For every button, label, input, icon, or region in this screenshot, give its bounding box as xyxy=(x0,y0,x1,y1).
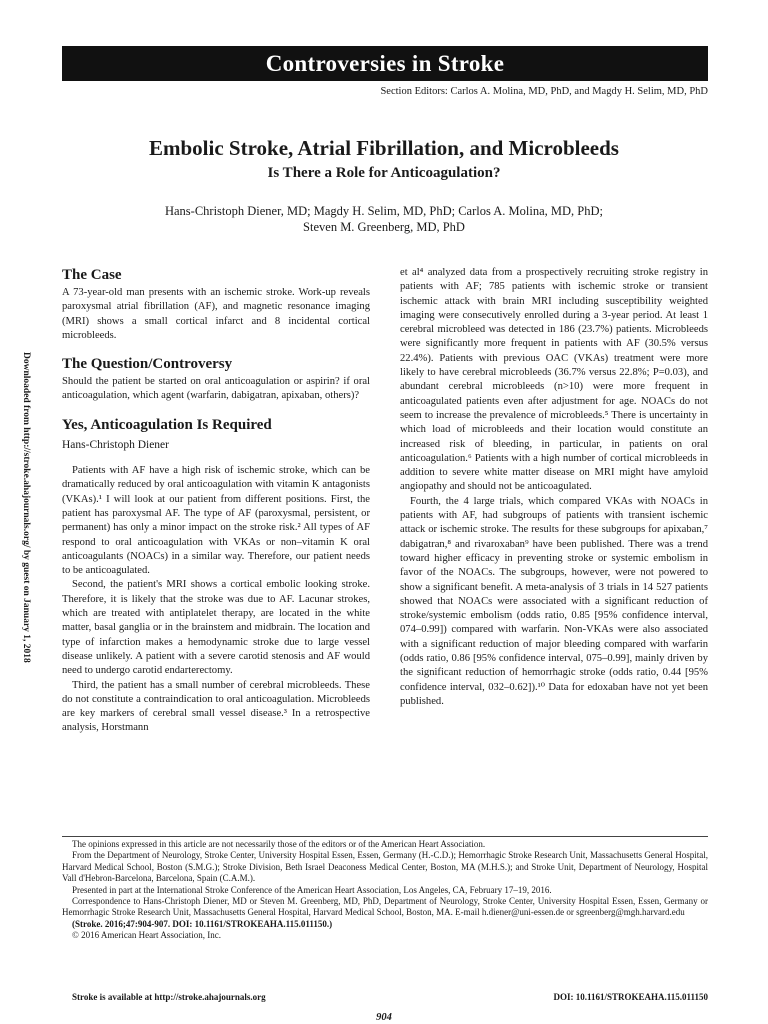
question-text: Should the patient be started on oral anticoagulation or aspirin? if oral anticoagulation, which agent (warfarin, dabigatran, apixaban, others)? xyxy=(62,376,370,402)
article-title: Embolic Stroke, Atrial Fibrillation, and Microbleeds xyxy=(149,136,619,160)
journal-availability: Stroke is available at http://stroke.ahajournals.org xyxy=(72,992,266,1002)
footnote-correspondence: Correspondence to Hans-Christoph Diener, MD or Steven M. Greenberg, MD, PhD, Department of Neurology, Stroke Center, University Hospital Essen, Essen, Germany or Hemorrhagic Stroke Research Unit, Massachusetts General Hospital, Harvard Medical School, Boston, MA. E-mail h.diener@uni-essen.de or sgreenberg@mgh.harvard.edu xyxy=(62,896,708,918)
body-paragraph: Patients with AF have a high risk of ischemic stroke, which can be dramatically reduced by oral anticoagulation with vitamin K antagonists (VKAs).¹ I will look at our patient from different positions. First, the patient has paroxysmal AF. The type of AF (paroxysmal, persistent, or permanent) has only a minor impact on the stroke risk.² All types of AF respond to oral anticoagulation with VKAs or non–vitamin K oral anticoagulants (NOACs) in a similar way. Therefore, our patient needs to be anticoagulated. xyxy=(62,465,370,577)
footnote-divider xyxy=(62,836,708,837)
right-column xyxy=(400,266,708,709)
body-paragraph: et al⁴ analyzed data from a prospectively recruiting stroke registry in patients with AF; 785 patients with ischemic stroke or transient ischemic attack with brain MRI including susceptibility weighted imaging were consecutively enrolled during a 3-year period. At least 1 cerebral microbleed was detected in 186 (23.7%) patients. Microbleeds were significantly more frequent in patients with AF (30.5% versus 22.4%). Patients with previous OAC (VKAs) treatment were more likely to have cerebral microbleeds (36.7% versus 22.8%; P=0.03), and abundant cerebral microbleeds (n>10) were more frequent in anticoagulated patients even after adjustment for age. NOACs do not seem to increase the prevalence of microbleeds.⁵ There is uncertainty in which load of microbleeds and their location would constitute an increased risk of bleeding, in particular, in patients on oral anticoagulation.⁶ Patients with a high number of cortical microbleeds in addition to severe white matter disease on MRI might have amyloid angiopathy and should not be anticoagulated. xyxy=(400,267,708,493)
section-banner: Controversies in Stroke xyxy=(62,46,708,81)
authors-line-2: Steven M. Greenberg, MD, PhD xyxy=(303,220,465,234)
footnote-affiliations: From the Department of Neurology, Stroke Center, University Hospital Essen, Essen, Germany (H.-C.D.); Hemorrhagic Stroke Research Unit, Massachusetts General Hospital, Harvard Medical School, Boston (S.M.G.); Stroke Division, Beth Israel Deaconess Medical Center, Boston, MA (M.H.S.); and Stroke Unit, Department of Neurology, Hospital Vall d'Hebron-Barcelona, Barcelona, Spain (C.A.M.). xyxy=(62,850,708,884)
case-heading: The Case xyxy=(62,267,122,283)
footnote-disclaimer: The opinions expressed in this article are not necessarily those of the editors or of the American Heart Association. xyxy=(72,839,486,849)
section-editors: Section Editors: Carlos A. Molina, MD, PhD, and Magdy H. Selim, MD, PhD xyxy=(380,86,708,97)
footnote-citation: (Stroke. 2016;47:904-907. DOI: 10.1161/STROKEAHA.115.011150.) xyxy=(72,918,333,929)
question-section xyxy=(62,355,370,404)
yes-heading: Yes, Anticoagulation Is Required xyxy=(62,416,272,433)
question-heading: The Question/Controversy xyxy=(62,356,233,373)
case-section xyxy=(62,266,370,343)
section-byline: Hans-Christoph Diener xyxy=(62,438,169,451)
case-text: A 73-year-old man presents with an ischemic stroke. Work-up reveals paroxysmal atrial fibrillation (AF), and magnetic resonance imaging (MRI) shows a small cortical infarct and 8 incidental cortical microbleeds. xyxy=(62,287,370,341)
footer-doi: DOI: 10.1161/STROKEAHA.115.011150 xyxy=(553,992,708,1002)
footnote-presented: Presented in part at the International Stroke Conference of the American Heart Association, Los Angeles, CA, February 17–19, 2016. xyxy=(72,884,552,895)
left-column xyxy=(62,266,370,736)
footnotes xyxy=(62,839,708,942)
body-paragraph: Second, the patient's MRI shows a cortical embolic looking stroke. Therefore, it is likely that the stroke was due to AF. Lacunar strokes, which are treated with antiplatelet therapy, are located in the white matter, basal ganglia or in the brainstem and midbrain. The location and type of infarction makes a hemodynamic stroke due to large vessel disease unlikely. A patient with a severe carotid stenosis and AF would need to undergo carotid endarterectomy. xyxy=(62,579,370,677)
article-subtitle: Is There a Role for Anticoagulation? xyxy=(267,165,501,181)
author-list xyxy=(0,203,768,235)
body-paragraph: Third, the patient has a small number of cerebral microbleeds. These do not constitute a contraindication to oral anticoagulation. Microbleeds are key markers of cerebral small vessel disease.³ In a retrospective analysis, Horstmann xyxy=(62,679,370,734)
download-watermark: Downloaded from http://stroke.ahajournals.org/ by guest on January 1, 2018 xyxy=(21,352,31,663)
yes-section xyxy=(62,416,370,736)
footnote-copyright: © 2016 American Heart Association, Inc. xyxy=(72,930,222,941)
authors-line-1: Hans-Christoph Diener, MD; Magdy H. Selim, MD, PhD; Carlos A. Molina, MD, PhD; xyxy=(164,204,604,218)
page-number: 904 xyxy=(376,1012,392,1023)
body-paragraph: Fourth, the 4 large trials, which compared VKAs with NOACs in patients with AF, had subgroups of patients with transient ischemic attack or ischemic stroke. The results for these subgroups for apixaban,⁷ dabigatran,⁸ and rivaroxaban⁹ have been published. There was a trend toward higher efficacy in preventing stroke or systemic embolism in favor of the NOACs. The subgroups, however, were not powered to show a significant benefit. A meta-analysis of 3 trials in 14 527 patients showed that NOACs were associated with a significant reduction of stroke/systemic embolism (odds ratio, 0.85 [95% confidence interval, 074–0.99]) compared with warfarin. Non-VKAs were also associated with a significant reduction of major bleeding compared with warfarin (odds ratio, 0.86 [95% confidence interval, 075–0.99], mainly driven by the significant reduction of hemorrhagic stroke (odds ratio, 0.44 [95% confidence interval, 032–0.62]).¹⁰ Data for edoxaban have not yet been published. xyxy=(400,495,708,707)
